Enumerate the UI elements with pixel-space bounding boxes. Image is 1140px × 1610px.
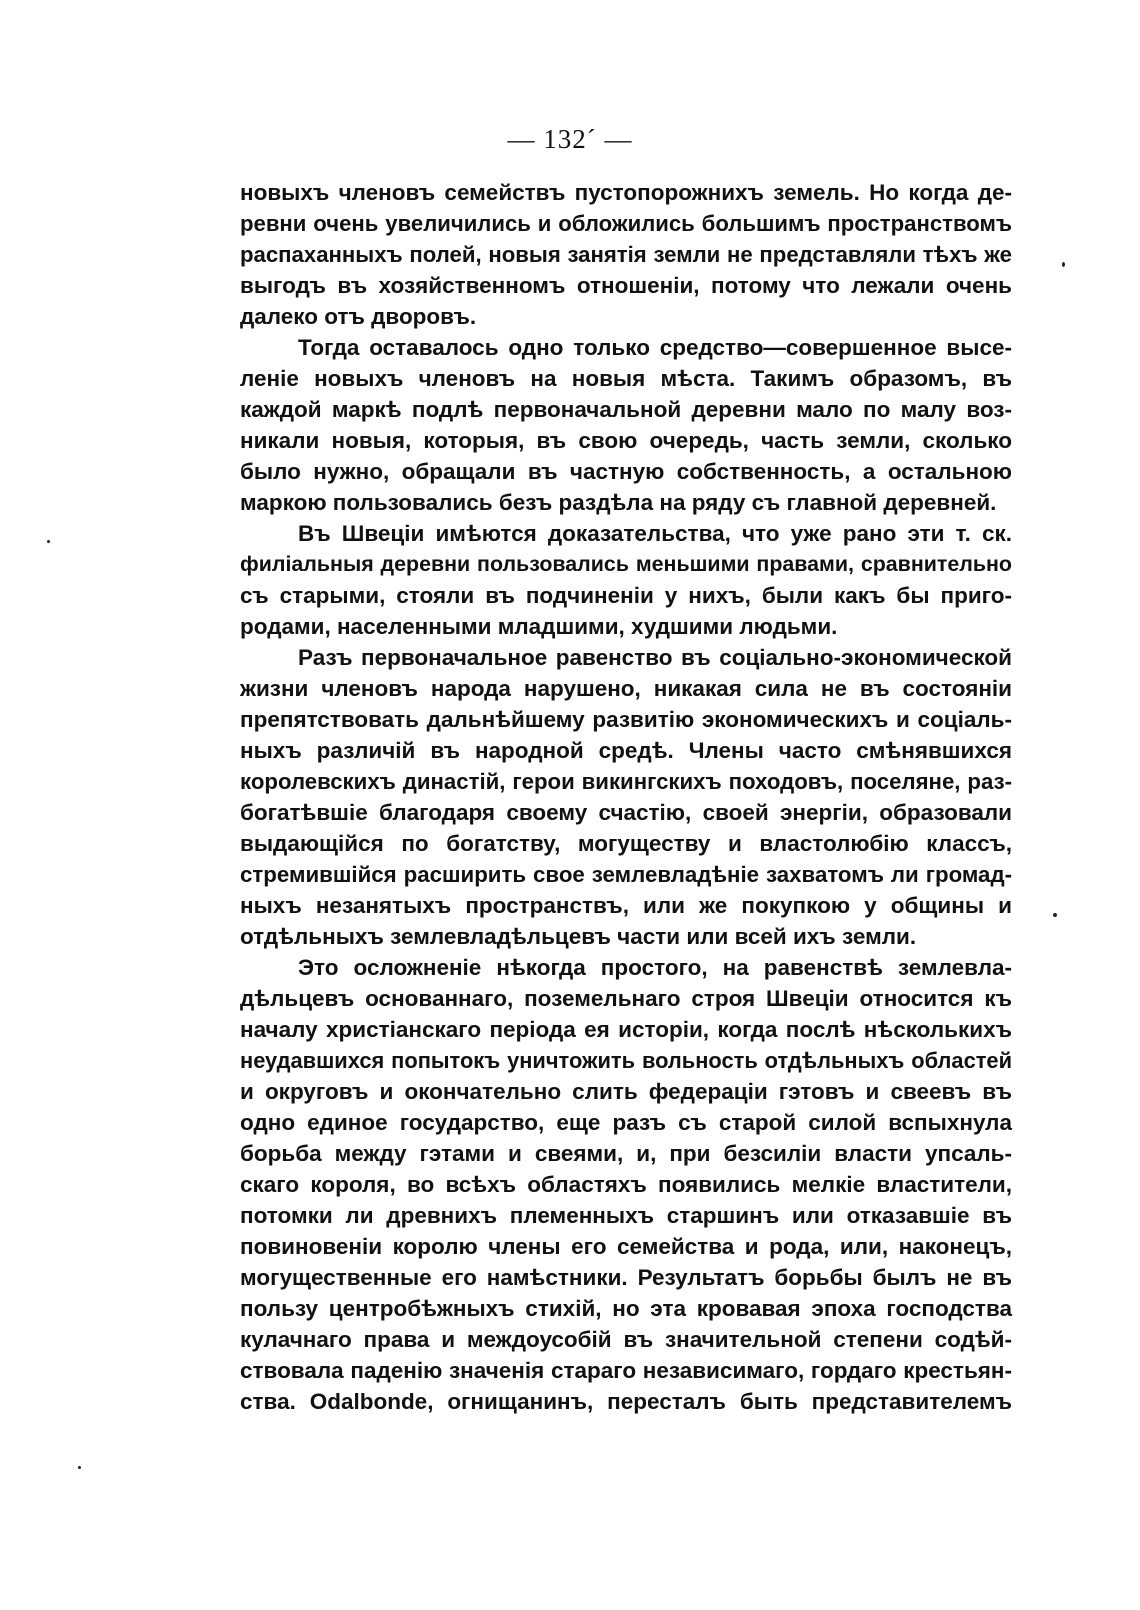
text-line: пользу центробѣжныхъ стихій, но эта кровавая эпоха господства	[240, 1296, 1012, 1321]
text-line: Тогда оставалось одно только средство—совершенное высе-	[298, 335, 1012, 360]
text-line: ныхъ незанятыхъ пространствъ, или же покупкою у общины и	[240, 893, 1012, 918]
text-line: отдѣльныхъ землевладѣльцевъ части или всей ихъ земли.	[240, 924, 917, 949]
text-line: ныхъ различій въ народной средѣ. Члены часто смѣнявшихся	[240, 738, 1012, 763]
text-line: маркою пользовались безъ раздѣла на ряду съ главной деревней.	[240, 490, 997, 515]
text-line: было нужно, обращали въ частную собственность, а остальною	[240, 459, 1012, 484]
scan-speck	[1062, 262, 1065, 267]
text-line: ства. Odalbonde, огнищанинъ, пересталъ быть представителемъ	[240, 1389, 1012, 1414]
text-line: началу христіанскаго періода ея исторіи, когда послѣ нѣсколькихъ	[240, 1017, 1012, 1042]
text-line: богатѣвшіе благодаря своему счастію, своей энергіи, образовали	[240, 800, 1012, 825]
text-line: Въ Швеціи имѣются доказательства, что уже рано эти т. ск.	[298, 521, 1012, 546]
scan-speck	[1053, 913, 1057, 917]
text-line: неудавшихся попытокъ уничтожить вольность отдѣльныхъ областей	[240, 1048, 1012, 1073]
text-line: могущественные его намѣстники. Результатъ борьбы былъ не въ	[240, 1265, 1012, 1290]
text-line: кулачнаго права и междоусобій въ значительной степени содѣй-	[240, 1327, 1012, 1352]
text-line: потомки ли древнихъ племенныхъ старшинъ или отказавшіе въ	[240, 1203, 1012, 1228]
text-line: ревни очень увеличились и обложились большимъ пространствомъ	[240, 211, 1012, 236]
text-line: стремившійся расширить свое землевладѣніе захватомъ ли громад-	[240, 862, 1012, 887]
text-line: одно единое государство, еще разъ съ старой силой вспыхнула	[240, 1110, 1012, 1135]
text-line: родами, населенными младшими, худшими людьми.	[240, 614, 838, 639]
page-number: — 132´ —	[507, 124, 633, 154]
text-line: филіальныя деревни пользовались меньшими правами, сравнительно	[240, 552, 1012, 576]
text-line: распаханныхъ полей, новыя занятія земли не представляли тѣхъ же	[240, 242, 1012, 267]
text-line: жизни членовъ народа нарушено, никакая сила не въ состояніи	[240, 676, 1012, 701]
text-line: Разъ первоначальное равенство въ соціально-экономической	[298, 645, 1012, 670]
text-line: новыхъ членовъ семействъ пустопорожнихъ земель. Но когда де-	[240, 180, 1012, 205]
text-line: скаго короля, во всѣхъ областяхъ появились мелкіе властители,	[240, 1172, 1012, 1197]
text-line: выгодъ въ хозяйственномъ отношеніи, потому что лежали очень	[240, 273, 1012, 298]
text-line: препятствовать дальнѣйшему развитію экономическихъ и соціаль-	[240, 707, 1012, 732]
text-line: каждой маркѣ подлѣ первоначальной деревни мало по малу воз-	[240, 397, 1012, 422]
body-text	[240, 177, 1012, 1417]
paragraph-2	[240, 332, 1012, 518]
text-line: борьба между гэтами и свеями, и, при безсиліи власти упсаль-	[240, 1141, 1012, 1166]
text-line: леніе новыхъ членовъ на новыя мѣста. Такимъ образомъ, въ	[240, 366, 1012, 391]
paragraph-4	[240, 642, 1012, 952]
text-line: и округовъ и окончательно слить федераціи гэтовъ и свеевъ въ	[240, 1079, 1012, 1104]
text-line: выдающійся по богатству, могуществу и властолюбію классъ,	[240, 831, 1012, 856]
text-line: съ старыми, стояли въ подчиненіи у нихъ, были какъ бы приго-	[240, 583, 1012, 608]
text-line: дѣльцевъ основаннаго, поземельнаго строя Швеціи относится къ	[240, 986, 1012, 1011]
scan-speck	[78, 1466, 81, 1469]
text-line: повиновеніи королю члены его семейства и рода, или, наконецъ,	[240, 1234, 1012, 1259]
text-line: Это осложненіе нѣкогда простого, на равенствѣ землевла-	[298, 955, 1012, 980]
scan-speck	[47, 540, 50, 543]
paragraph-1	[240, 177, 1012, 332]
text-line: никали новыя, которыя, въ свою очередь, часть земли, сколько	[240, 428, 1012, 453]
text-line: королевскихъ династій, герои викингскихъ походовъ, поселяне, раз-	[240, 769, 1012, 794]
text-line: далеко отъ дворовъ.	[240, 304, 477, 329]
paragraph-3	[240, 518, 1012, 642]
text-line: ствовала паденію значенія стараго независимаго, гордаго крестьян-	[240, 1358, 1012, 1383]
paragraph-5	[240, 952, 1012, 1417]
